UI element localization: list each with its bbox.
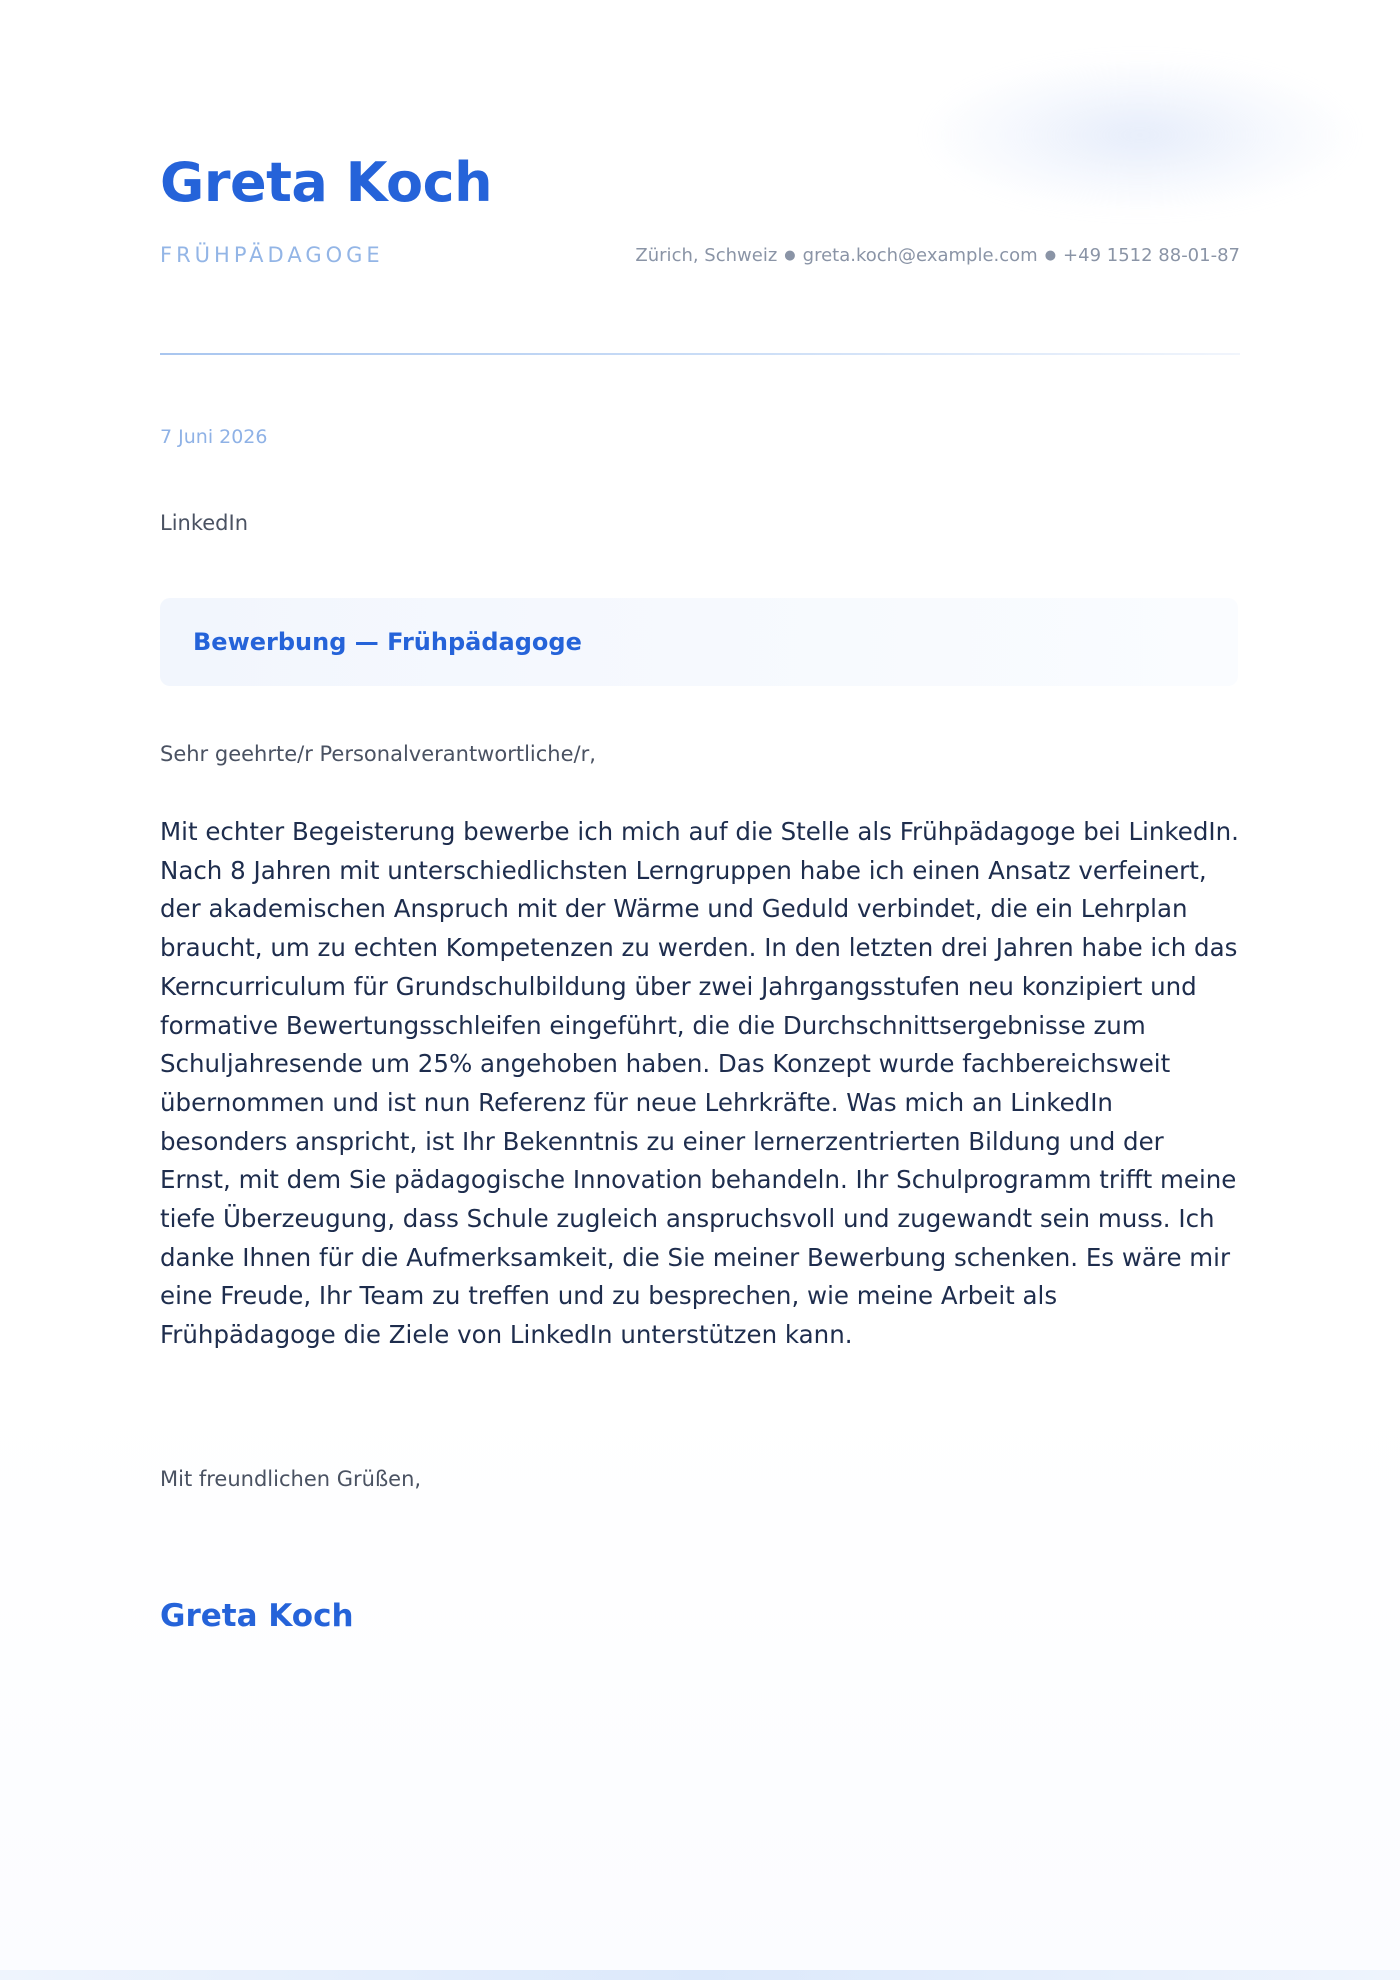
letter-salutation: Sehr geehrte/r Personalverantwortliche/r, [160, 742, 596, 766]
bottom-accent-bar [0, 1970, 1400, 1980]
letter-subject: Bewerbung — Frühpädagoge [193, 628, 582, 656]
letter-body: Mit echter Begeisterung bewerbe ich mich auf die Stelle als Frühpädagoge bei LinkedIn. Nach 8 Jahren mit unterschiedlichsten Lerngruppen habe ich einen Ansatz verfeinert, der akademischen Anspruch mit der Wärme und Geduld verbindet, die ein Lehrplan braucht, um zu echten Kompetenzen zu werden. In den letzten drei Jahren habe ich das Kerncurriculum für Grundschulbildung über zwei Jahrgangsstufen neu konzipiert und formative Bewertungsschleifen eingeführt, die die Durchschnittsergebnisse zum Schuljahresende um 25% angehoben haben. Das Konzept wurde fachbereichsweit übernommen und ist nun Referenz für neue Lehrkräfte. Was mich an LinkedIn besonders anspricht, ist Ihr Bekenntnis zu einer lernerzentrierten Bildung und der Ernst, mit dem Sie pädagogische Innovation behandeln. Ihr Schulprogramm trifft meine tiefe Überzeugung, dass Schule zugleich anspruchsvoll und zugewandt sein muss. Ich danke Ihnen für die Aufmerksamkeit, die Sie meiner Bewerbung schenken. Es wäre mir eine Freude, Ihr Team zu treffen und zu besprechen, wie meine Arbeit als Frühpädagoge die Ziele von LinkedIn unterstützen kann. [160, 817, 1239, 1350]
separator-dot-icon: ● [784, 248, 796, 263]
letter-recipient: LinkedIn [160, 511, 249, 535]
applicant-name: Greta Koch [160, 151, 493, 214]
applicant-role: FRÜHPÄDAGOGE [160, 243, 384, 267]
letter-closing: Mit freundlichen Grüßen, [160, 1467, 422, 1491]
contact-location: Zürich, Schweiz [635, 245, 778, 266]
contact-phone: +49 1512 88-01-87 [1063, 245, 1240, 266]
letter-date: 7 Juni 2026 [160, 426, 268, 448]
separator-dot-icon: ● [1044, 248, 1057, 263]
header-divider [160, 353, 1240, 355]
letter-signature: Greta Koch [160, 1598, 354, 1634]
contact-line [635, 244, 1240, 268]
decorative-blur-shape [930, 60, 1350, 210]
subject-box [160, 598, 1238, 686]
contact-email: greta.koch@example.com [802, 245, 1038, 266]
